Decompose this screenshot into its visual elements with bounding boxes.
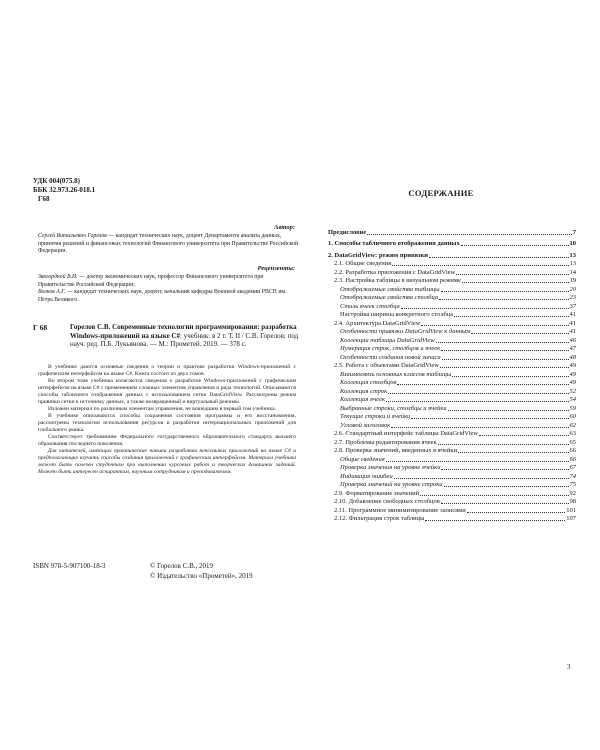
toc-entry-title: Отображаемые свойства столбца	[340, 294, 439, 301]
toc-entry	[328, 430, 576, 439]
toc-entry-title: Взаимосвязь основных классов таблицы	[340, 370, 452, 378]
toc-leader-dots	[462, 282, 569, 283]
reviewer-1-name: Звягордной В.И.	[38, 274, 78, 280]
toc-leader-dots	[401, 308, 569, 309]
abstract-paragraph-audience: Для читателей, имеющих практические навыки разработки консольных приложений на языке C# и предполагающих изучить способы создания приложений с графическим интерфейсом. Материал учебника может быть полезен студентам при выполнении курсовых работ и творческих домашних заданий. Может быть интересен аспирантам, научным сотрудникам и преподавателям.	[38, 448, 296, 475]
toc-entry	[328, 396, 576, 405]
toc-entry-page: 98	[569, 498, 576, 505]
toc-entry-page: 41	[569, 328, 576, 335]
toc-entry-title: Коллекция ячеек	[340, 396, 385, 403]
toc-entry-page: 67	[569, 464, 576, 471]
reviewer-1	[38, 274, 300, 289]
toc-entry	[328, 328, 576, 337]
toc-entry-title: 2.12. Фильтрация строк таблицы	[334, 515, 425, 522]
toc-entry-page: 101	[566, 506, 576, 514]
toc-entry	[328, 421, 576, 430]
toc-entry-page: 107	[566, 515, 576, 522]
udc-block	[33, 177, 95, 204]
author-description	[38, 233, 300, 256]
toc-entry-title: Предисловие	[328, 228, 367, 236]
abstract-paragraph: Изложен материал по различным элементам управления, не вошедшим в первый том учебника.	[48, 406, 277, 412]
table-of-contents	[328, 228, 576, 523]
toc-entry-title: 2.9. Форматирование значений	[334, 489, 420, 497]
toc-entry-page: 52	[569, 387, 576, 395]
toc-leader-dots	[391, 427, 568, 428]
toc-entry-page: 92	[569, 489, 576, 497]
toc-entry-page: 46	[569, 336, 576, 344]
toc-entry-page: 74	[569, 472, 576, 480]
toc-entry-page: 66	[569, 447, 576, 454]
biblio-title: Горелов С.В. Современные технологии программирования: разработка Windows-приложений на языке C#	[70, 323, 297, 340]
toc-entry	[328, 362, 576, 371]
toc-leader-dots	[425, 520, 565, 521]
toc-entry-title: Настройка ширины конкретного столбца	[340, 311, 454, 318]
toc-leader-dots	[467, 512, 566, 513]
biblio-details: : учебник: в 2 т. Т. II / С.В. Горелов; под науч. ред. П.Б. Лукьянова. — М.: Прометей. 2019. — 378 с.	[70, 331, 299, 349]
toc-leader-dots	[397, 384, 568, 385]
toc-entry-page: 7	[572, 228, 576, 236]
toc-entry-title: 2.2. Разработка приложения с DataGridView	[334, 268, 456, 276]
toc-leader-dots	[440, 367, 569, 368]
toc-entry-title: 2.11. Программное минимизирование записями	[334, 506, 466, 514]
toc-leader-dots	[411, 418, 568, 419]
toc-entry-page: 41	[569, 311, 576, 318]
toc-entry-page: 63	[569, 430, 576, 437]
toc-entry	[328, 447, 576, 456]
toc-leader-dots	[436, 342, 569, 343]
toc-entry-page: 49	[569, 362, 576, 369]
toc-entry	[328, 336, 576, 345]
toc-entry-title: Текущие строки и ячейки	[340, 413, 411, 420]
toc-entry-page: 48	[569, 353, 576, 361]
toc-entry-title: Особенности создания новой записи	[340, 353, 441, 361]
toc-entry-title: Индикация ошибки	[340, 472, 393, 480]
author-mark: Г68	[38, 195, 50, 203]
toc-leader-dots	[421, 325, 568, 326]
author-bio: — кандидат технических наук, доцент Департамента анализа данных, принятия решений и финансовых технологий Финансового университета при Правительстве Российской Федерации.	[38, 233, 299, 254]
toc-entry-page: 59	[569, 404, 576, 412]
toc-entry-title: Отображаемые свойства таблицы	[340, 285, 440, 293]
toc-entry-page: 66	[569, 455, 576, 463]
toc-entry	[328, 455, 576, 464]
toc-entry	[328, 251, 576, 260]
toc-entry-page: 62	[569, 421, 576, 429]
toc-leader-dots	[479, 435, 568, 436]
reviewer-2-name: Волков А.Г.	[38, 289, 66, 295]
toc-entry-page: 49	[569, 379, 576, 386]
author-heading: Автор:	[274, 224, 295, 231]
bbk-code: ББК 32.973.26-018.1	[33, 186, 96, 194]
toc-entry	[328, 268, 576, 277]
toc-entry	[328, 387, 576, 396]
toc-entry	[328, 240, 576, 249]
page-number: 3	[567, 663, 571, 671]
toc-entry	[328, 353, 576, 362]
toc-entry	[328, 260, 576, 269]
copyright-author: © Горелов С.В., 2019	[150, 562, 213, 570]
index-code: Г 68	[33, 323, 48, 332]
toc-leader-dots	[392, 265, 568, 266]
toc-leader-dots	[441, 291, 569, 292]
toc-leader-dots	[438, 444, 569, 445]
toc-leader-dots	[386, 461, 569, 462]
toc-entry-title: 2.5. Работа с объектами DataGridView	[334, 362, 439, 369]
toc-entry-title: 2. DataGridView: режим привязки	[328, 251, 429, 259]
toc-entry	[328, 370, 576, 379]
toc-entry	[328, 277, 576, 286]
toc-entry-title: 1. Способы табличного отображения данных	[328, 240, 460, 247]
toc-leader-dots	[452, 376, 568, 377]
toc-leader-dots	[456, 274, 568, 275]
toc-leader-dots	[429, 257, 568, 258]
toc-entry-title: Нумерация строк, столбцов и ячеек	[340, 345, 441, 352]
toc-entry	[328, 438, 576, 447]
toc-leader-dots	[441, 350, 568, 351]
toc-entry-page: 20	[569, 285, 576, 293]
toc-entry-page: 41	[569, 319, 576, 327]
abstract-paragraph: В учебнике описываются способы сохранения состояния программы и его восстановления, рассмотрены технологии использования ресурсов и разработки интернациональных приложений для глобального рынка.	[38, 413, 296, 433]
toc-leader-dots	[420, 495, 568, 496]
toc-entry	[328, 506, 576, 515]
toc-entry-title: 2.7. Проблемы редактирования ячеек	[334, 438, 437, 446]
toc-entry-page: 49	[569, 370, 576, 378]
toc-entry-title: Проверка значения на уровне ячейки	[340, 464, 441, 471]
toc-entry	[328, 285, 576, 294]
toc-entry-title: 2.8. Проверка значений, введенных в ячейки	[334, 447, 458, 454]
toc-leader-dots	[394, 478, 569, 479]
toc-leader-dots	[458, 452, 568, 453]
toc-entry	[328, 311, 576, 320]
toc-entry-title: Коллекция столбцов	[340, 379, 397, 386]
author-name: Сергей Витальевич Горелов	[38, 233, 107, 239]
abstract	[38, 364, 296, 476]
toc-entry-page: 13	[569, 260, 576, 267]
toc-leader-dots	[441, 469, 568, 470]
toc-entry-title: 2.4. Архитектура DataGridView	[334, 319, 421, 327]
toc-entry-title: Стиль ячеек столбца	[340, 302, 400, 310]
toc-leader-dots	[461, 245, 569, 246]
toc-entry	[328, 515, 576, 524]
toc-entry-title: 2.3. Настройка таблицы в визуальном режиме	[334, 277, 461, 284]
toc-entry	[328, 413, 576, 422]
toc-entry	[328, 319, 576, 328]
toc-leader-dots	[442, 359, 569, 360]
abstract-paragraph: В учебнике даются основные сведения о теории и практике разработки Windows-приложений с графическим интерфейсом на языке C#. Книга состоит из двух томов.	[38, 364, 296, 377]
toc-entry	[328, 302, 576, 311]
toc-entry-title: Коллекции таблицы DataGridView	[340, 336, 435, 344]
isbn: ISBN 978-5-907100-18-3	[33, 562, 106, 570]
toc-entry-title: Выбранные строки, столбцы и ячейки	[340, 404, 447, 412]
toc-entry-title: 2.10. Добавление свободных столбцов	[334, 498, 440, 505]
toc-entry-page: 47	[569, 345, 576, 352]
toc-leader-dots	[367, 234, 571, 235]
reviewer-2	[38, 289, 300, 304]
toc-entry-page: 37	[569, 302, 576, 310]
bibliographic-record	[70, 323, 300, 349]
reviewers-heading: Рецензенты:	[257, 265, 295, 272]
toc-entry	[328, 294, 576, 303]
toc-entry-title: Особенности привязки DataGridView к данным	[340, 328, 471, 335]
toc-leader-dots	[448, 410, 569, 411]
toc-leader-dots	[444, 486, 569, 487]
toc-entry-page: 75	[569, 481, 576, 488]
toc-entry-page: 10	[569, 240, 576, 247]
toc-leader-dots	[439, 299, 568, 300]
toc-entry-page: 19	[569, 277, 576, 284]
toc-entry-page: 23	[569, 294, 576, 301]
toc-entry-title: Коллекция строк	[340, 387, 388, 395]
toc-entry	[328, 228, 576, 237]
abstract-paragraph: Соответствует требованиям Федерального государственного образовательного стандарта высшего образования последнего поколения.	[38, 434, 296, 447]
toc-entry-title: 2.6. Стандартный интерфейс таблицы DataGridView	[334, 430, 479, 437]
toc-leader-dots	[388, 393, 568, 394]
reviewer-2-bio: — кандидат технических наук, доцент, начальник кафедры Военной академии РВСН им. Петра Великого.	[38, 289, 287, 303]
toc-entry-page: 54	[569, 396, 576, 403]
toc-entry-title: Проверка значений на уровне строки	[340, 481, 443, 488]
toc-entry	[328, 404, 576, 413]
abstract-paragraph: Во втором томе учебника излагаются сведения о разработке Windows-приложений с графическим интерфейсом на языке C# с применением сложных элементов управления и ряда технологий. Описываются способы табличного отображения данных с использованием сетки DataGridView. Рассмотрены режим привязки сетки к источнику данных, а также возвращенный и виртуальный режимы.	[38, 378, 296, 405]
toc-entry	[328, 464, 576, 473]
toc-title: СОДЕРЖАНИЕ	[408, 188, 474, 198]
toc-entry	[328, 379, 576, 388]
toc-leader-dots	[386, 401, 569, 402]
toc-leader-dots	[441, 503, 569, 504]
copyright-publisher: © Издательство «Прометей», 2019	[150, 571, 253, 580]
toc-entry-page: 14	[569, 268, 576, 276]
reviewer-1-bio: — доктор экономических наук, профессор Финансового университета при Правительстве Российской Федерации;	[38, 274, 264, 288]
toc-entry-title: 2.1. Общие сведения	[334, 260, 392, 267]
toc-entry	[328, 498, 576, 507]
toc-entry-title: Общие сведения	[340, 455, 385, 463]
toc-entry	[328, 489, 576, 498]
toc-entry	[328, 472, 576, 481]
toc-entry	[328, 345, 576, 354]
toc-leader-dots	[454, 316, 568, 317]
toc-entry-title: Угловой заголовок	[340, 421, 391, 429]
toc-leader-dots	[471, 333, 568, 334]
toc-entry-page: 13	[569, 251, 576, 259]
copyright	[150, 562, 253, 581]
toc-entry	[328, 481, 576, 490]
toc-entry-page: 65	[569, 438, 576, 446]
udc-code: УДК 004(075.8)	[33, 177, 80, 185]
toc-entry-page: 60	[569, 413, 576, 420]
